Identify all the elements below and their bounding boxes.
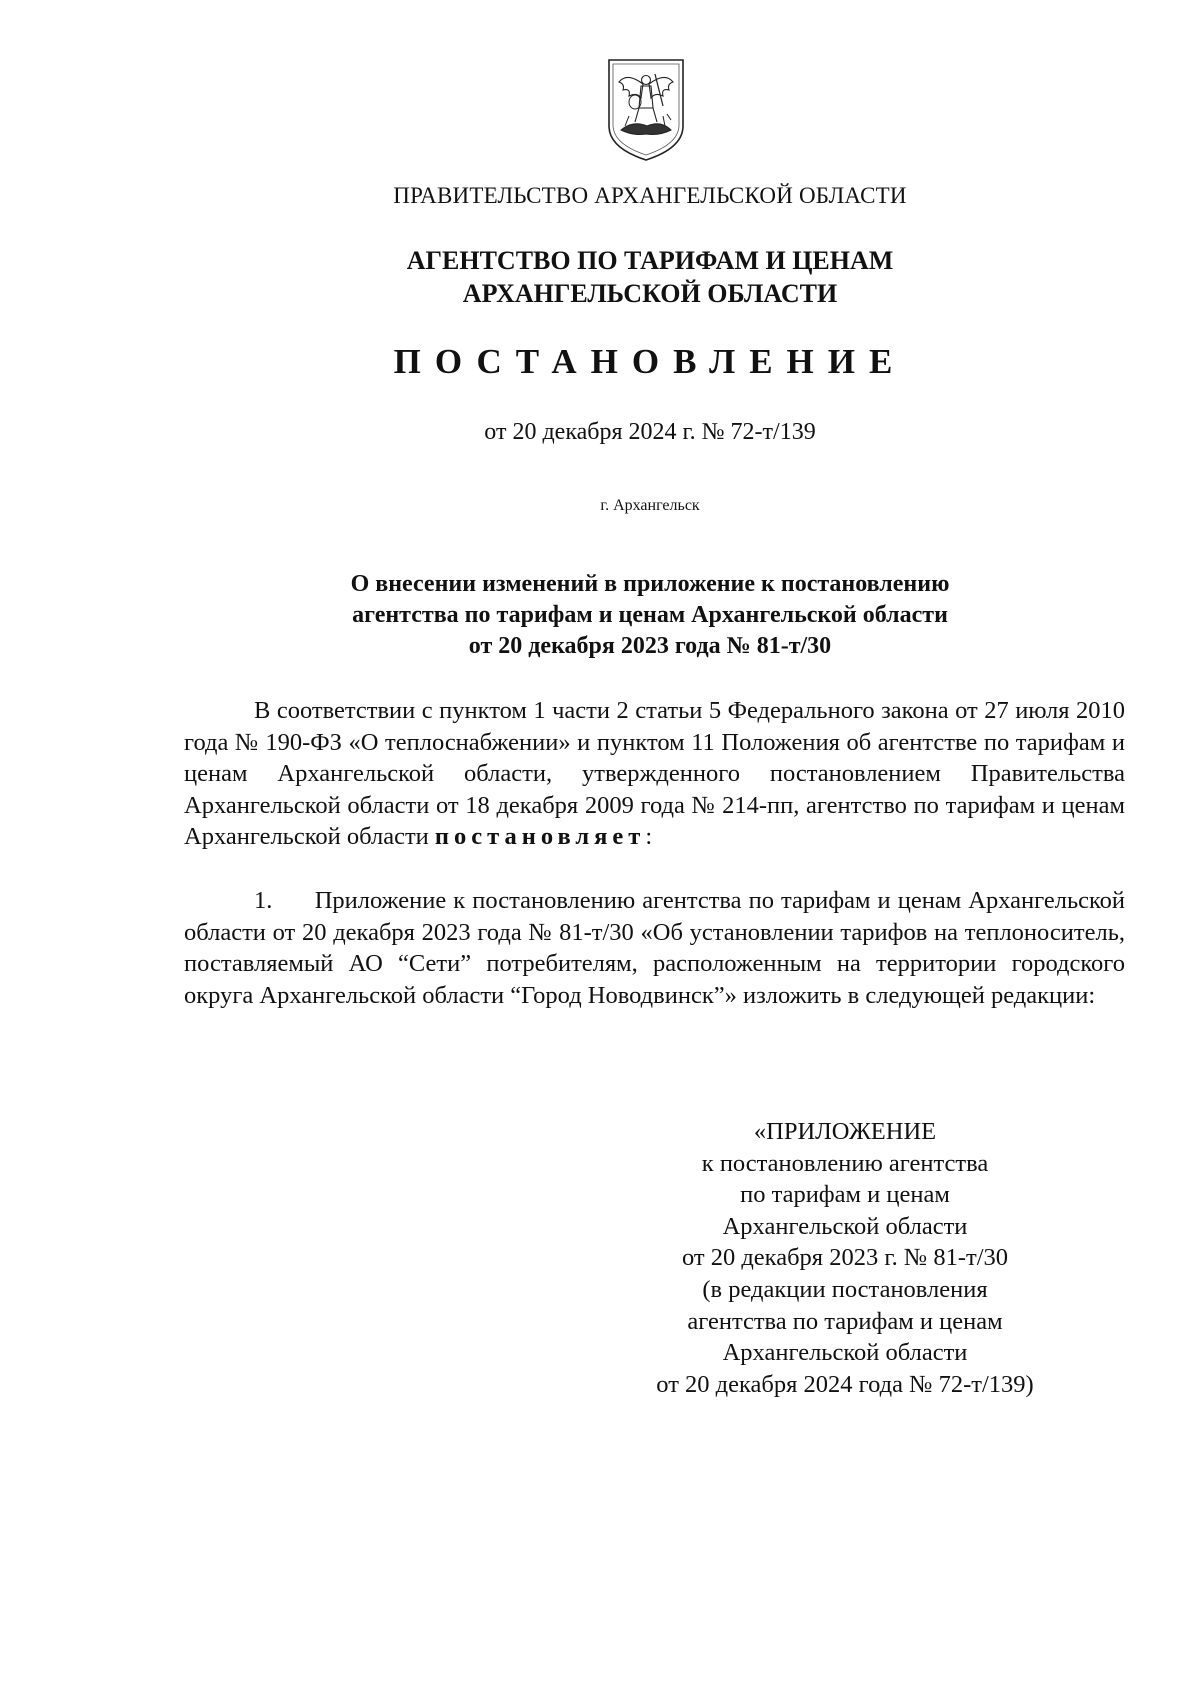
document-date-number: от 20 декабря 2024 г. № 72-т/139 — [484, 419, 816, 445]
document-title-line1: О внесении изменений в приложение к постановлению — [350, 571, 950, 597]
appendix-line: агентства по тарифам и ценам — [687, 1307, 1003, 1335]
agency-name — [50, 244, 1200, 310]
appendix-line: (в редакции постановления — [702, 1275, 988, 1303]
appendix-line: по тарифам и ценам — [740, 1181, 950, 1209]
appendix-line: к постановлению агентства — [701, 1149, 989, 1177]
government-name: ПРАВИТЕЛЬСТВО АРХАНГЕЛЬСКОЙ ОБЛАСТИ — [393, 183, 907, 208]
item-1-text: Приложение к постановлению агентства по тарифам и ценам Архангельской области от 20 декабря 2023 года № 81-т/30 «Об установлении тарифов на теплоноситель, поставляемый АО “Сети” потребителям, расположенным на территории городского округа Архангельской области “Город Новодвинск”» изложить в следующей редакции: — [184, 887, 1126, 1009]
appendix-line: Архангельской области — [722, 1212, 968, 1240]
agency-name-line2: АРХАНГЕЛЬСКОЙ ОБЛАСТИ — [462, 279, 838, 308]
item-1-paragraph — [184, 885, 1125, 1011]
document-title-line3: от 20 декабря 2023 года № 81-т/30 — [468, 633, 832, 659]
preamble-text: В соответствии с пунктом 1 части 2 статьи 5 Федерального закона от 27 июля 2010 года № 190-ФЗ «О теплоснабжении» и пунктом 11 Положения об агентстве по тарифам и ценам Архангельской области, утвержденного постановлением Правительства Архангельской области от 18 декабря 2009 года № 214-пп, агентство по тарифам и ценам Архангельской области — [184, 697, 1125, 851]
appendix-line: от 20 декабря 2023 г. № 81-т/30 — [681, 1244, 1009, 1272]
document-title-line2: агентства по тарифам и ценам Архангельской области — [352, 602, 948, 628]
appendix-line: от 20 декабря 2024 года № 72-т/139) — [656, 1370, 1034, 1398]
document-type-heading: ПОСТАНОВЛЕНИЕ — [393, 342, 907, 381]
appendix-line: Архангельской области — [722, 1339, 968, 1367]
item-1-number: 1. — [254, 887, 273, 914]
coat-of-arms-icon — [605, 56, 687, 164]
agency-name-line1: АГЕНТСТВО ПО ТАРИФАМ И ЦЕНАМ — [406, 246, 894, 275]
appendix-header — [600, 1116, 1090, 1400]
document-city: г. Архангельск — [600, 497, 700, 514]
document-title — [50, 569, 1200, 662]
resolves-word: постановляет — [434, 823, 646, 851]
preamble-paragraph — [184, 695, 1125, 853]
appendix-line: «ПРИЛОЖЕНИЕ — [753, 1118, 937, 1145]
resolves-colon: : — [645, 823, 653, 851]
